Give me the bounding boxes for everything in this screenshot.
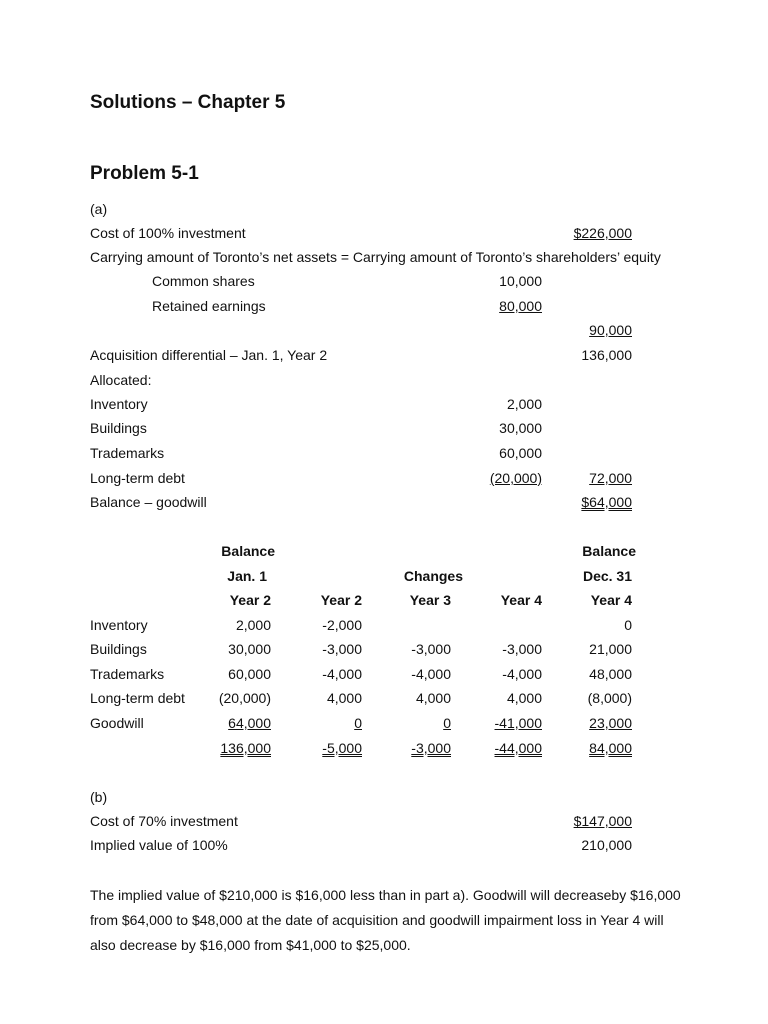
- buildings-value: 30,000: [499, 420, 542, 436]
- schedule-cell: 4,000: [415, 690, 451, 706]
- implied-value-value: 210,000: [581, 837, 632, 853]
- schedule-cell: -3,000: [322, 641, 362, 657]
- acquisition-differential-label: Acquisition differential – Jan. 1, Year 2: [90, 347, 328, 363]
- schedule-total: -3,000: [411, 740, 451, 756]
- schedule-cell: 48,000: [589, 666, 632, 682]
- schedule-cell: 0: [443, 715, 451, 731]
- allocated-label: Allocated:: [90, 372, 152, 388]
- schedule-cell: -3,000: [502, 641, 542, 657]
- net-assets-total: 90,000: [589, 322, 632, 338]
- carrying-amount-label: Carrying amount of Toronto’s net assets = Carrying amount of Toronto’s shareholders’ equity: [90, 249, 661, 265]
- long-term-debt-label: Long-term debt: [90, 470, 185, 486]
- common-shares-label: Common shares: [152, 273, 255, 289]
- header-col3-line2: Changes: [403, 568, 463, 584]
- header-col1-line3: Year 2: [229, 592, 271, 608]
- schedule-cell: 4,000: [506, 690, 542, 706]
- cost-70-value: $147,000: [573, 813, 632, 829]
- schedule-row-label: Buildings: [90, 641, 147, 657]
- header-col5-line1: Balance: [582, 543, 636, 559]
- buildings-label: Buildings: [90, 420, 147, 436]
- schedule-cell: (8,000): [587, 690, 632, 706]
- schedule-cell: 4,000: [326, 690, 362, 706]
- problem-heading: Problem 5-1: [90, 163, 199, 184]
- retained-earnings-label: Retained earnings: [152, 298, 266, 314]
- schedule-cell: 64,000: [228, 715, 271, 731]
- schedule-cell: -3,000: [411, 641, 451, 657]
- schedule-cell: 23,000: [589, 715, 632, 731]
- schedule-cell: -41,000: [494, 715, 542, 731]
- header-col2-line3: Year 2: [320, 592, 362, 608]
- implied-value-label: Implied value of 100%: [90, 837, 228, 853]
- header-col4-line3: Year 4: [500, 592, 542, 608]
- cost-70-label: Cost of 70% investment: [90, 813, 238, 829]
- inventory-label: Inventory: [90, 396, 148, 412]
- header-col3-line3: Year 3: [409, 592, 451, 608]
- part-a-label: (a): [90, 201, 108, 217]
- schedule-row-label: Trademarks: [90, 666, 165, 682]
- schedule-cell: -4,000: [411, 666, 451, 682]
- header-col5-line2: Dec. 31: [582, 568, 632, 584]
- schedule-cell: 0: [354, 715, 362, 731]
- schedule-cell: -4,000: [502, 666, 542, 682]
- schedule-cell: -4,000: [322, 666, 362, 682]
- allocated-total: 72,000: [589, 470, 632, 486]
- header-col1-line1: Balance: [221, 543, 275, 559]
- retained-earnings-value: 80,000: [499, 298, 542, 314]
- schedule-total: 136,000: [220, 740, 271, 756]
- schedule-cell: 2,000: [235, 617, 271, 633]
- schedule-cell: -2,000: [322, 617, 362, 633]
- part-b-label: (b): [90, 789, 108, 805]
- cost-value: $226,000: [573, 225, 632, 241]
- schedule-cell: 21,000: [589, 641, 632, 657]
- goodwill-balance-label: Balance – goodwill: [90, 494, 207, 510]
- schedule-total: -44,000: [494, 740, 542, 756]
- trademarks-label: Trademarks: [90, 445, 165, 461]
- schedule-row-label: Goodwill: [90, 715, 144, 731]
- schedule-total: 84,000: [589, 740, 632, 756]
- schedule-row-label: Inventory: [90, 617, 148, 633]
- schedule-cell: 30,000: [228, 641, 271, 657]
- explanation-paragraph: The implied value of $210,000 is $16,000 less than in part a). Goodwill will decreaseby $16,000 from $64,000 to $48,000 at the date of acquisition and goodwill impairment loss in Year 4 will also decrease by $16,000 from $41,000 to $25,000.: [90, 887, 681, 953]
- schedule-cell: 0: [624, 617, 632, 633]
- header-col5-line3: Year 4: [590, 592, 632, 608]
- header-col1-line2: Jan. 1: [227, 568, 267, 584]
- schedule-cell: 60,000: [228, 666, 271, 682]
- schedule-cell: (20,000): [218, 690, 271, 706]
- page-title: Solutions – Chapter 5: [90, 92, 286, 113]
- acquisition-differential-value: 136,000: [581, 347, 632, 363]
- long-term-debt-value: (20,000): [489, 470, 542, 486]
- schedule-total: -5,000: [322, 740, 362, 756]
- trademarks-value: 60,000: [499, 445, 542, 461]
- cost-label: Cost of 100% investment: [90, 225, 246, 241]
- inventory-value: 2,000: [506, 396, 542, 412]
- goodwill-balance-value: $64,000: [581, 494, 632, 510]
- common-shares-value: 10,000: [499, 273, 542, 289]
- schedule-row-label: Long-term debt: [90, 690, 185, 706]
